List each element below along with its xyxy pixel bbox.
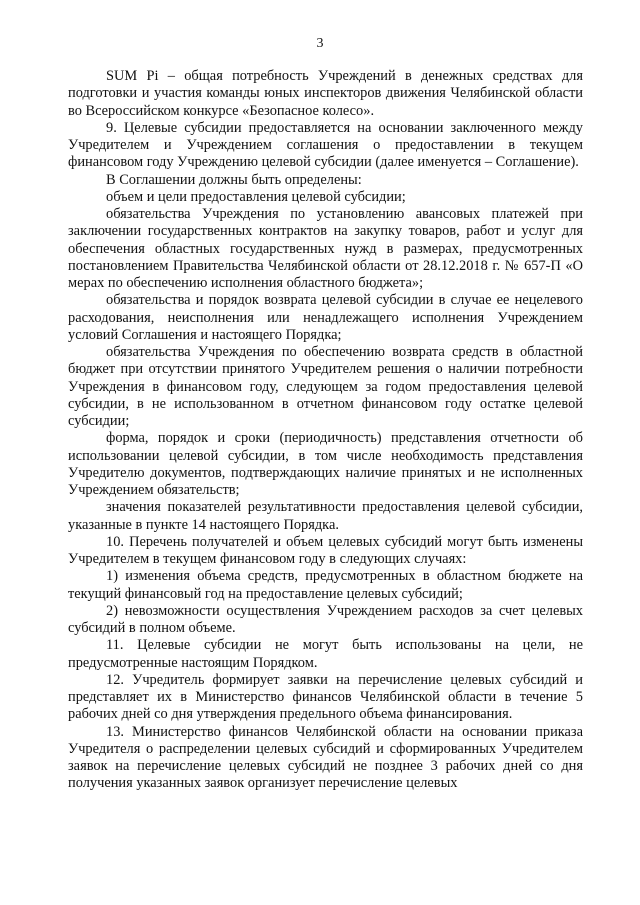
paragraph-10: 10. Перечень получателей и объем целевых субсидий могут быть изменены Учредителем в текущем финансовом году в следующих случаях:	[68, 533, 583, 567]
paragraph-sum-pi: SUM Pi – общая потребность Учреждений в денежных средствах для подготовки и участия команды юных инспекторов движения Челябинской области во Всероссийском конкурсе «Безопасное колесо».	[68, 68, 583, 119]
paragraph-volume-goals: объем и цели предоставления целевой субсидии;	[106, 188, 406, 205]
paragraph-10-item-1: 1) изменения объема средств, предусмотренных в областном бюджете на текущий финансовый год на предоставление целевых субсидий;	[68, 568, 583, 602]
paragraph-advance-payments: обязательства Учреждения по установлению авансовых платежей при заключении государственных контрактов на закупку товаров, работ и услуг для обеспечения областных государственных нужд в размерах, предусмотренных постановлением Правительства Челябинской области от 28.12.2018 г. № 657-П «О мерах по обеспечению исполнения областного бюджета»;	[68, 206, 583, 291]
paragraph-10-item-2: 2) невозможности осуществления Учреждением расходов за счет целевых субсидий в полном объеме.	[68, 602, 583, 636]
paragraph-11: 11. Целевые субсидии не могут быть использованы на цели, не предусмотренные настоящим Порядком.	[68, 637, 583, 671]
document-body	[68, 68, 583, 793]
paragraph-return-budget: обязательства Учреждения по обеспечению возврата средств в областной бюджет при отсутствии принятого Учредителем решения о наличии потребности Учреждения в финансовом году, следующем за годом предоставления целевой субсидии, в не использованном в отчетном финансовом году остатке целевой субсидии;	[68, 344, 583, 429]
paragraph-agreement-intro: В Соглашении должны быть определены:	[106, 171, 362, 188]
paragraph-return-order: обязательства и порядок возврата целевой субсидии в случае ее нецелевого расходования, неисполнения или ненадлежащего исполнения Учреждением условий Соглашения и настоящего Порядка;	[68, 292, 583, 343]
paragraph-indicators: значения показателей результативности предоставления целевой субсидии, указанные в пункте 14 настоящего Порядка.	[68, 499, 583, 533]
paragraph-reporting: форма, порядок и сроки (периодичность) представления отчетности об использовании целевой субсидии, в том числе необходимость представления Учредителю документов, подтверждающих наличие принятых и не исполненных Учреждением обязательств;	[68, 430, 583, 498]
paragraph-13: 13. Министерство финансов Челябинской области на основании приказа Учредителя о распределении целевых субсидий и сформированных Учредителем заявок на перечисление целевых субсидий не позднее 3 рабочих дней со дня получения указанных заявок организует перечисление целевых	[68, 723, 583, 792]
page-number: 3	[316, 36, 324, 51]
paragraph-9: 9. Целевые субсидии предоставляется на основании заключенного между Учредителем и Учреждением соглашения о предоставлении в текущем финансовом году Учреждению целевой субсидии (далее именуется – Соглашение).	[68, 119, 583, 171]
paragraph-12: 12. Учредитель формирует заявки на перечисление целевых субсидий и представляет их в Министерство финансов Челябинской области в течение 5 рабочих дней со дня утверждения предельного объема финансирования.	[68, 671, 583, 723]
